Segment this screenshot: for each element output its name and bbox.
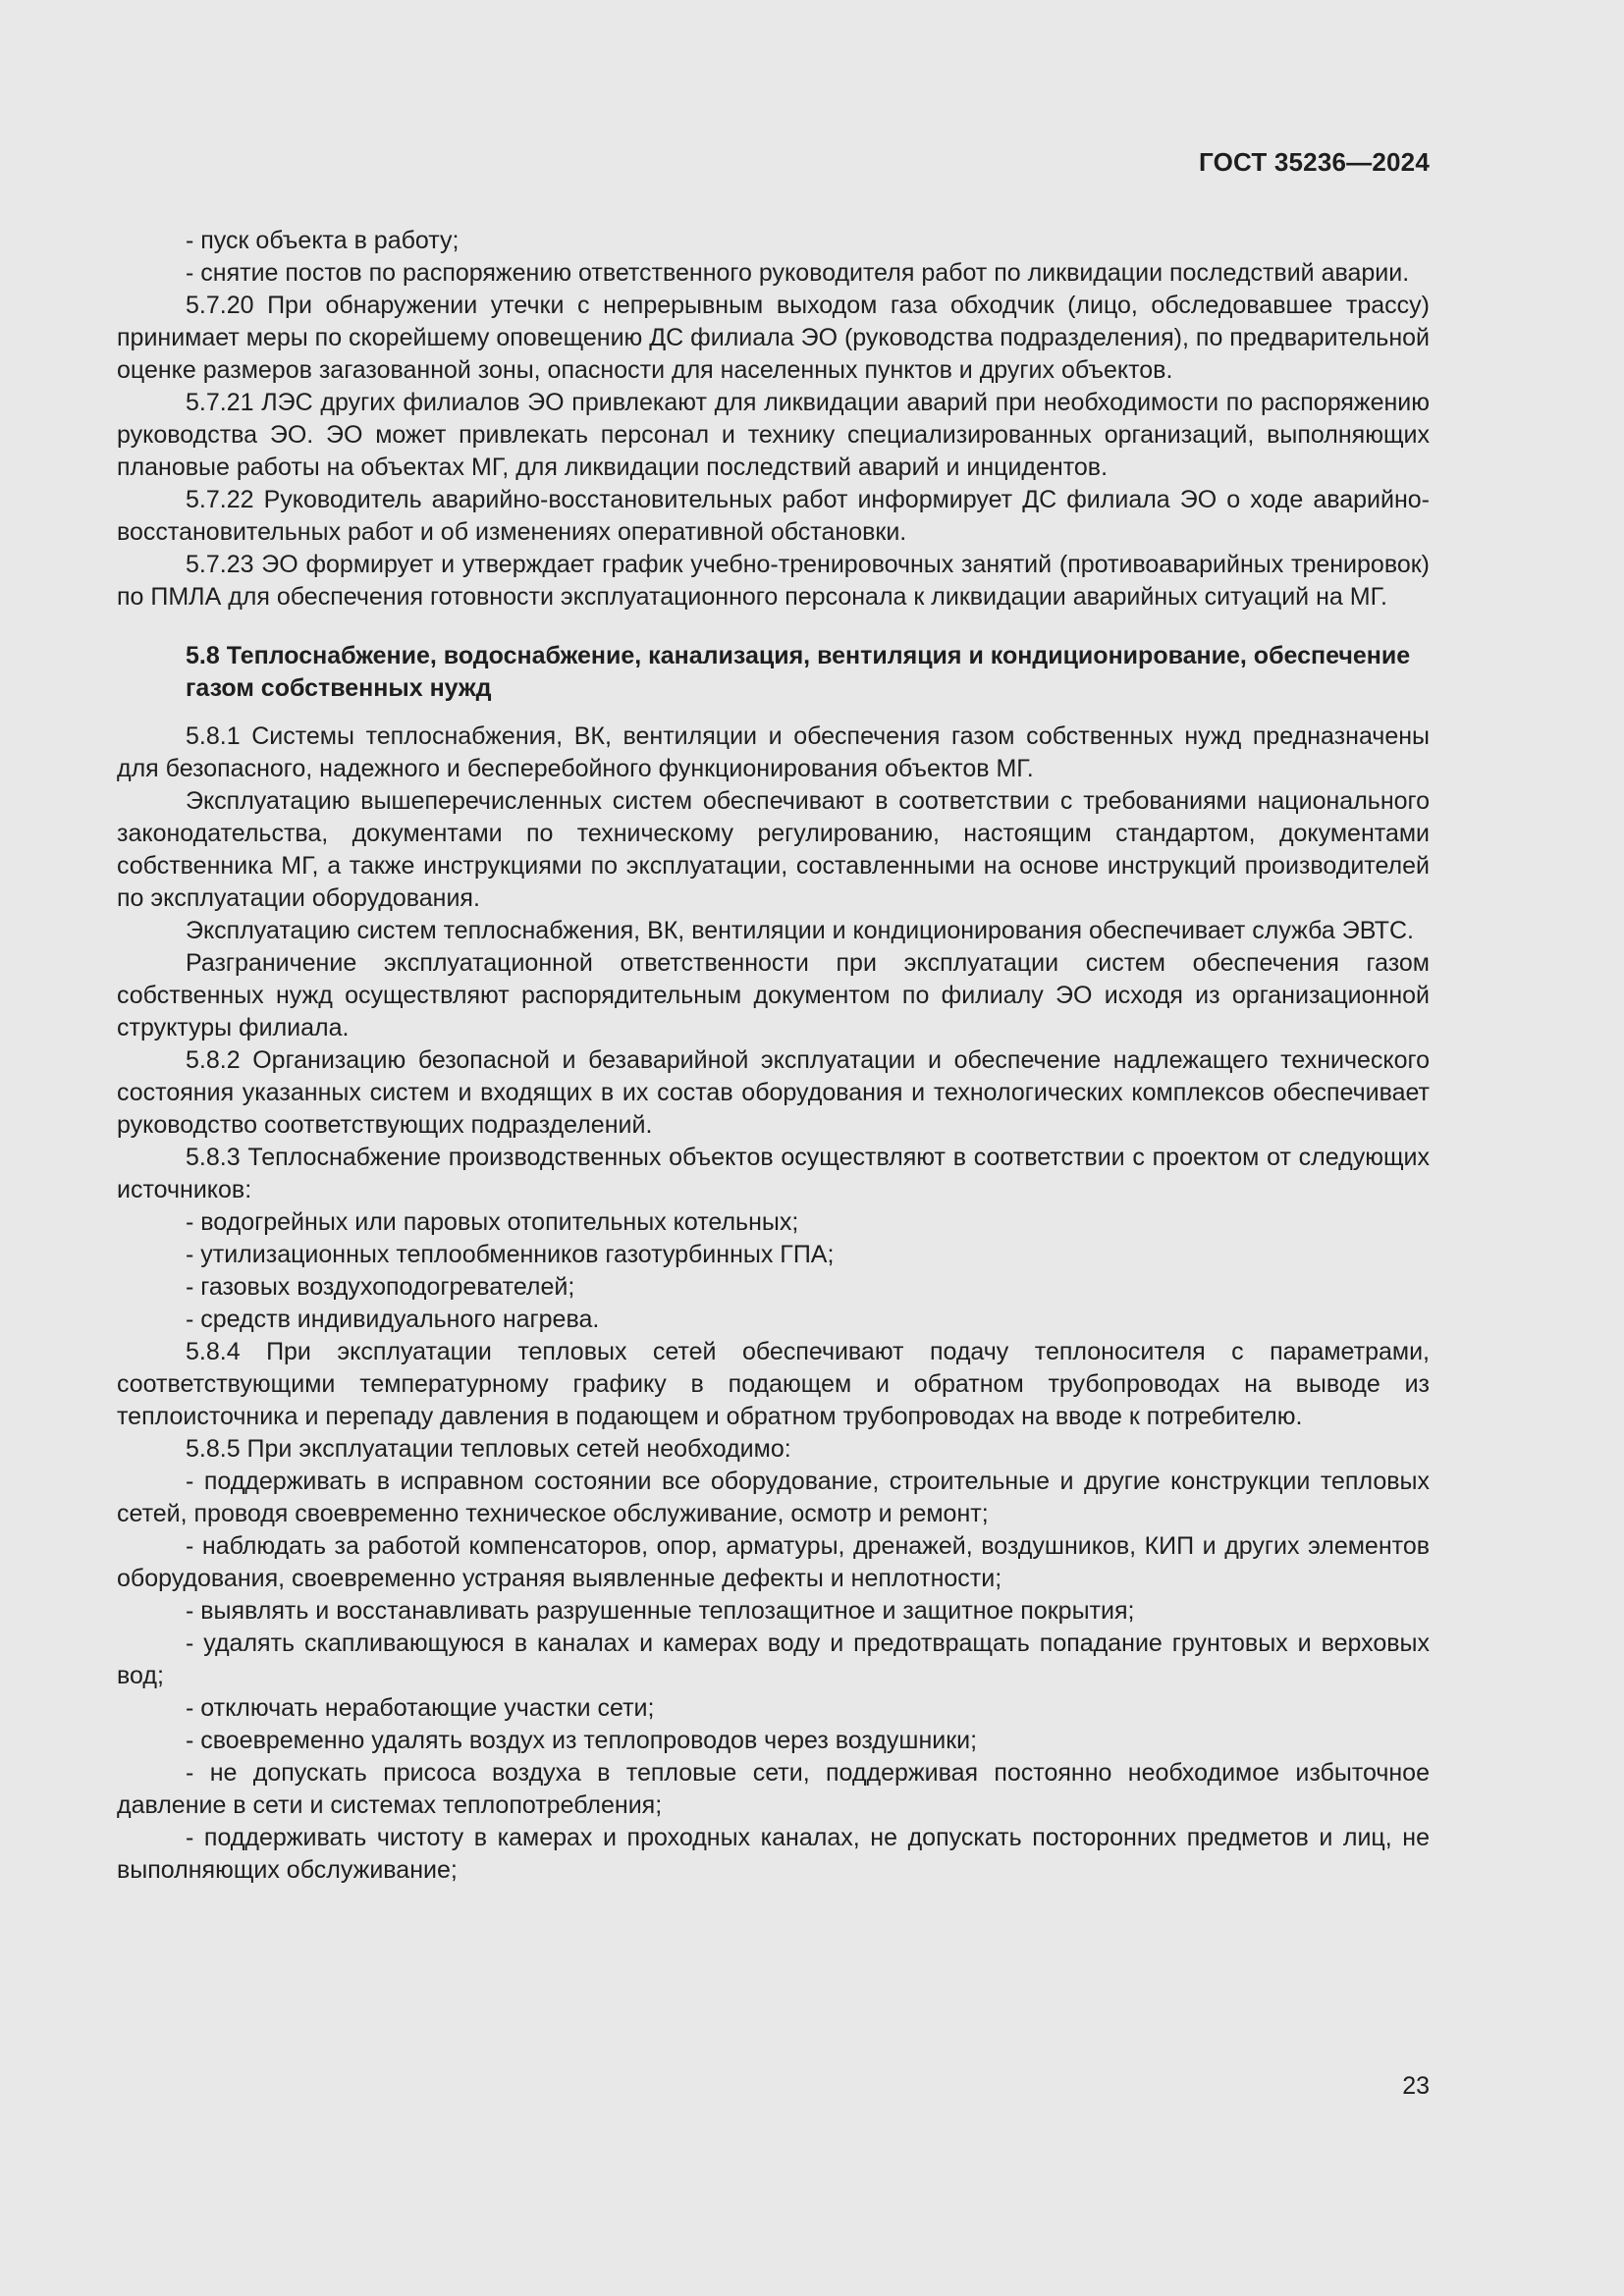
paragraph: 5.8.2 Организацию безопасной и безаварийной эксплуатации и обеспечение надлежащего технического состояния указанных систем и входящих в их состав оборудования и технологических комплексов обеспечивает руководство соответствующих подразделений.: [117, 1046, 1430, 1139]
list-item: - пуск объекта в работу;: [186, 227, 460, 254]
list-item: - поддерживать чистоту в камерах и проходных каналах, не допускать посторонних предметов и лиц, не выполняющих обслуживание;: [117, 1824, 1430, 1884]
document-id-header: ГОСТ 35236—2024: [1199, 147, 1430, 177]
list-item: - водогрейных или паровых отопительных котельных;: [186, 1208, 799, 1236]
paragraph: 5.8.3 Теплоснабжение производственных объектов осуществляют в соответствии с проектом от следующих источников:: [117, 1144, 1430, 1203]
list-item: - выявлять и восстанавливать разрушенные теплозащитное и защитное покрытия;: [186, 1597, 1135, 1625]
paragraph: Эксплуатацию систем теплоснабжения, ВК, вентиляции и кондиционирования обеспечивает служба ЭВТС.: [186, 917, 1414, 944]
list-item: - газовых воздухоподогревателей;: [186, 1273, 575, 1301]
list-item: - снятие постов по распоряжению ответственного руководителя работ по ликвидации последствий аварии.: [186, 259, 1410, 287]
paragraph: 5.8.1 Системы теплоснабжения, ВК, вентиляции и обеспечения газом собственных нужд предназначены для безопасного, надежного и бесперебойного функционирования объектов МГ.: [117, 722, 1430, 782]
list-item: - утилизационных теплообменников газотурбинных ГПА;: [186, 1241, 835, 1268]
document-body: [117, 225, 1430, 1887]
paragraph: 5.7.23 ЭО формирует и утверждает график учебно-тренировочных занятий (противоаварийных тренировок) по ПМЛА для обеспечения готовности эксплуатационного персонала к ликвидации аварийных ситуаций на МГ.: [117, 551, 1430, 611]
section-heading: 5.8 Теплоснабжение, водоснабжение, канализация, вентиляция и кондиционирование, обеспечение газом собственных нужд: [186, 642, 1411, 702]
list-item: - отключать неработающие участки сети;: [186, 1694, 655, 1722]
paragraph: Разграничение эксплуатационной ответственности при эксплуатации систем обеспечения газом собственных нужд осуществляют распорядительным документом по филиалу ЭО исходя из организационной структуры филиала.: [117, 949, 1430, 1041]
paragraph: 5.8.4 При эксплуатации тепловых сетей обеспечивают подачу теплоносителя с параметрами, соответствующими температурному графику в подающем и обратном трубопроводах на выводе из теплоисточника и перепаду давления в подающем и обратном трубопроводах на вводе к потребителю.: [117, 1338, 1430, 1430]
list-item: - наблюдать за работой компенсаторов, опор, арматуры, дренажей, воздушников, КИП и других элементов оборудования, своевременно устраняя выявленные дефекты и неплотности;: [117, 1532, 1430, 1592]
paragraph: Эксплуатацию вышеперечисленных систем обеспечивают в соответствии с требованиями национального законодательства, документами по техническому регулированию, настоящим стандартом, документами собственника МГ, а также инструкциями по эксплуатации, составленными на основе инструкций производителей по эксплуатации оборудования.: [117, 787, 1430, 912]
list-item: - не допускать присоса воздуха в тепловые сети, поддерживая постоянно необходимое избыточное давление в сети и системах теплопотребления;: [117, 1759, 1430, 1819]
paragraph: 5.7.22 Руководитель аварийно-восстановительных работ информирует ДС филиала ЭО о ходе аварийно-восстановительных работ и об изменениях оперативной обстановки.: [117, 486, 1430, 546]
page-number: 23: [1402, 2072, 1430, 2100]
list-item: - поддерживать в исправном состоянии все оборудование, строительные и другие конструкции тепловых сетей, проводя своевременно техническое обслуживание, осмотр и ремонт;: [117, 1468, 1430, 1527]
paragraph: 5.7.21 ЛЭС других филиалов ЭО привлекают для ликвидации аварий при необходимости по распоряжению руководства ЭО. ЭО может привлекать персонал и технику специализированных организаций, выполняющих плановые работы на объектах МГ, для ликвидации последствий аварий и инцидентов.: [117, 389, 1430, 481]
list-item: - средств индивидуального нагрева.: [186, 1306, 600, 1333]
paragraph: 5.8.5 При эксплуатации тепловых сетей необходимо:: [186, 1435, 791, 1463]
list-item: - своевременно удалять воздух из теплопроводов через воздушники;: [186, 1727, 978, 1754]
list-item: - удалять скапливающуюся в каналах и камерах воду и предотвращать попадание грунтовых и верховых вод;: [117, 1629, 1430, 1689]
paragraph: 5.7.20 При обнаружении утечки с непрерывным выходом газа обходчик (лицо, обследовавшее трассу) принимает меры по скорейшему оповещению ДС филиала ЭО (руководства подразделения), по предварительной оценке размеров загазованной зоны, опасности для населенных пунктов и других объектов.: [117, 292, 1430, 384]
